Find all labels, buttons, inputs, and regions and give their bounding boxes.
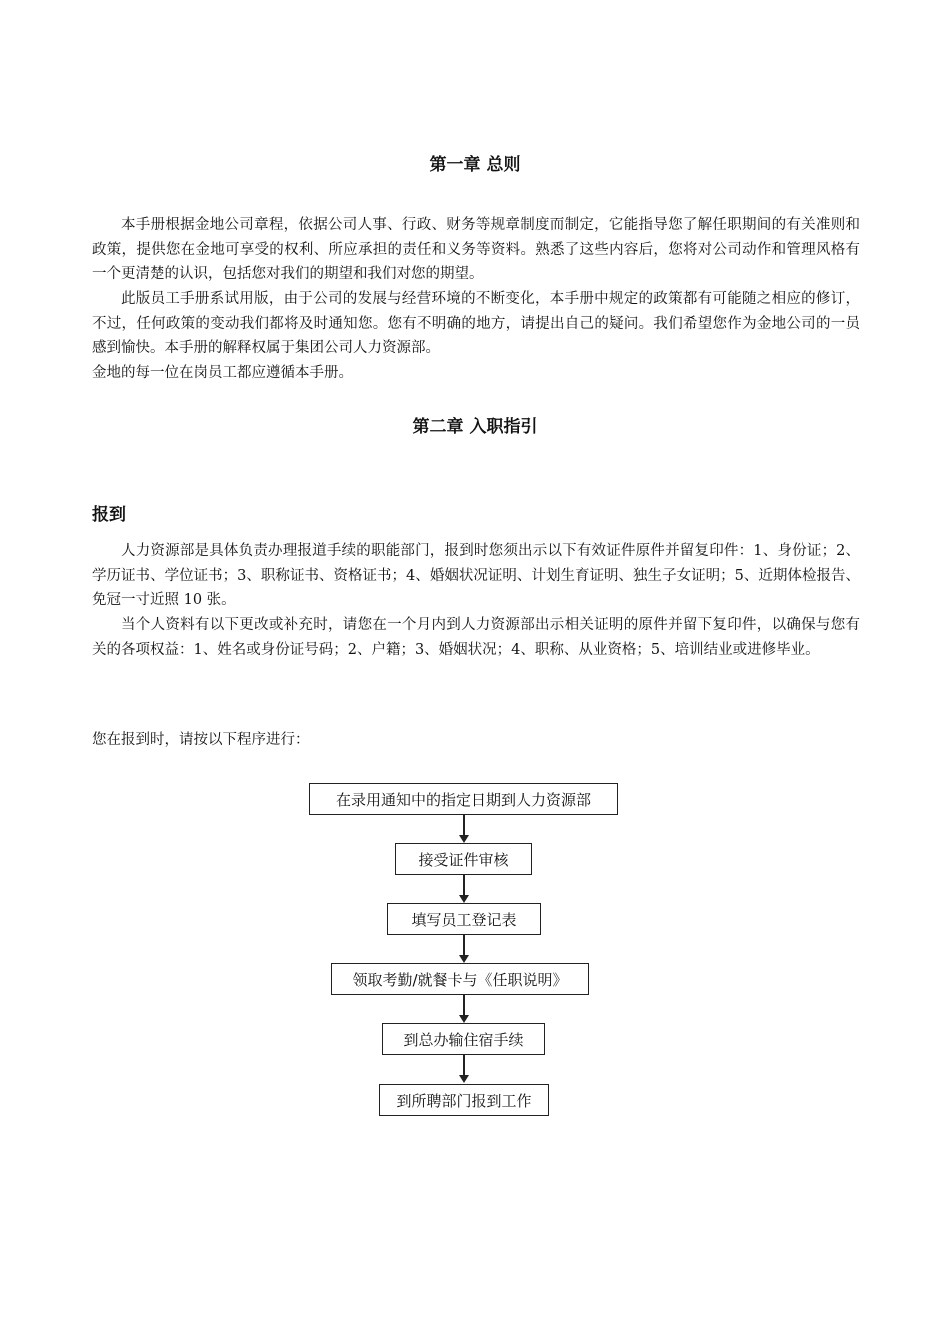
- chapter-1-paragraph-3: 金地的每一位在岗员工都应遵循本手册。: [92, 365, 353, 381]
- flow-arrowhead-4: [459, 1015, 469, 1023]
- flow-step-1: 在录用通知中的指定日期到人力资源部: [309, 783, 618, 815]
- flow-step-3: 填写员工登记表: [387, 903, 541, 935]
- section-report-paragraph-2: 当个人资料有以下更改或补充时，请您在一个月内到人力资源部出示相关证明的原件并留下复印件，以确保与您有关的各项权益：1、姓名或身份证号码；2、户籍；3、婚姻状况；4、职称、从业资格；5、培训结业或进修毕业。: [92, 617, 860, 658]
- flow-arrow-3: [463, 935, 465, 957]
- flow-arrow-1: [463, 815, 465, 837]
- flow-step-6: 到所聘部门报到工作: [379, 1084, 549, 1116]
- flow-arrow-5: [463, 1055, 465, 1077]
- flow-arrowhead-2: [459, 895, 469, 903]
- flow-arrowhead-5: [459, 1075, 469, 1083]
- chapter-1-paragraph-1: 本手册根据金地公司章程，依据公司人事、行政、财务等规章制度而制定，它能指导您了解任职期间的有关准则和政策，提供您在金地可享受的权利、所应承担的责任和义务等资料。熟悉了这些内容后，您将对公司动作和管理风格有一个更清楚的认识，包括您对我们的期望和我们对您的期望。: [92, 217, 860, 282]
- flow-step-5: 到总办输住宿手续: [382, 1023, 545, 1055]
- procedure-intro: 您在报到时，请按以下程序进行：: [92, 732, 310, 748]
- chapter-1-paragraph-2: 此版员工手册系试用版，由于公司的发展与经营环境的不断变化，本手册中规定的政策都有可能随之相应的修订，不过，任何政策的变动我们都将及时通知您。您有不明确的地方，请提出自己的疑问。我们希望您作为金地公司的一员感到愉快。本手册的解释权属于集团公司人力资源部。: [92, 291, 860, 356]
- chapter-1-title: 第一章 总则: [429, 155, 521, 175]
- section-report-title: 报到: [92, 505, 126, 525]
- section-report-paragraph-1: 人力资源部是具体负责办理报道手续的职能部门，报到时您须出示以下有效证件原件并留复印件：1、身份证；2、学历证书、学位证书；3、职称证书、资格证书；4、婚姻状况证明、计划生育证明、独生子女证明；5、近期体检报告、免冠一寸近照 10 张。: [92, 543, 860, 608]
- flow-arrowhead-1: [459, 835, 469, 843]
- chapter-2-title: 第二章 入职指引: [412, 417, 538, 437]
- flow-arrowhead-3: [459, 955, 469, 963]
- flow-step-4: 领取考勤/就餐卡与《任职说明》: [331, 963, 589, 995]
- flow-arrow-2: [463, 875, 465, 897]
- flow-arrow-4: [463, 995, 465, 1017]
- flow-step-2: 接受证件审核: [395, 843, 532, 875]
